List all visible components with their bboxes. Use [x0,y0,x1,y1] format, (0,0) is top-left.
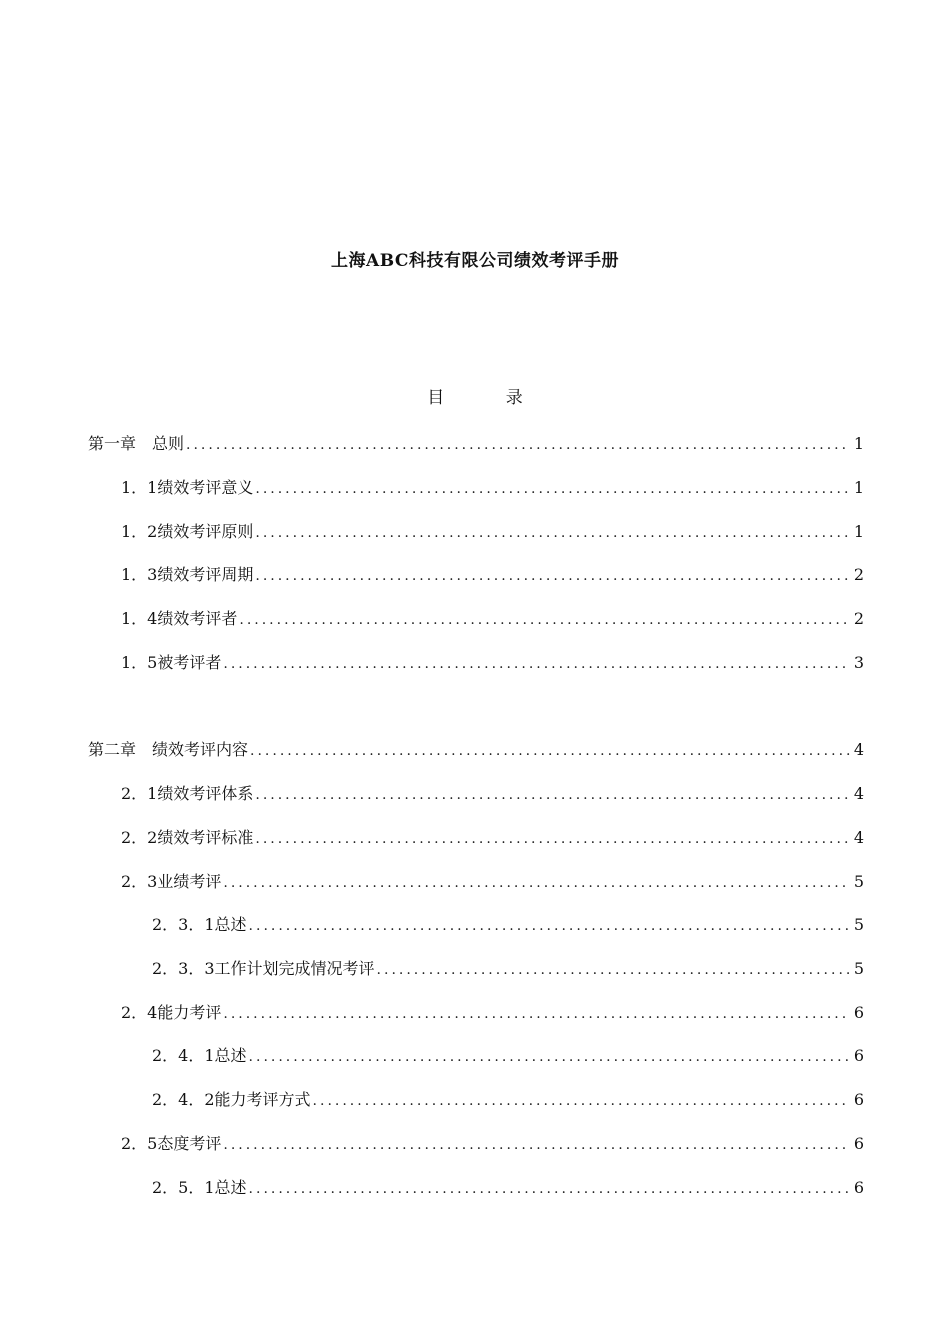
toc-entry-label: 第一章 总则 [88,434,185,453]
toc-entry-page: 4 [853,828,864,847]
toc-dot-leader [255,829,850,849]
toc-entry-page: 6 [853,1134,864,1153]
document-title: 上海ABC科技有限公司绩效考评手册 [331,251,619,271]
toc-entry-label: 2．3业绩考评 [121,872,222,891]
toc-dot-leader [223,654,850,674]
toc-dot-leader [249,1047,850,1067]
toc-entry-page: 1 [853,478,864,497]
toc-entry-2-5[interactable] [121,1131,864,1155]
toc-entry-2-4-1[interactable] [152,1043,864,1067]
toc-entry-label: 2．4．1总述 [152,1046,247,1065]
toc-entry-label: 2．3．3工作计划完成情况考评 [152,959,375,978]
toc-entry-page: 6 [853,1046,864,1065]
toc-entry-page: 5 [853,872,864,891]
toc-entry-label: 1．5被考评者 [121,653,222,672]
toc-entry-page: 5 [853,915,864,934]
toc-entry-chapter-1[interactable] [88,431,864,455]
toc-dot-leader [313,1091,850,1111]
toc-entry-1-2[interactable] [121,519,864,543]
toc-dot-leader [377,960,850,980]
toc-dot-leader [255,479,850,499]
toc-entry-label: 第二章 绩效考评内容 [88,740,249,759]
toc-dot-leader [255,566,850,586]
toc-entry-label: 2．5态度考评 [121,1134,222,1153]
toc-entry-page: 3 [853,653,864,672]
toc-entry-2-3[interactable] [121,869,864,893]
toc-entry-page: 2 [853,609,864,628]
toc-dot-leader [239,610,850,630]
toc-entry-page: 6 [853,1178,864,1197]
toc-entry-label: 2．4．2能力考评方式 [152,1090,311,1109]
toc-dot-leader [223,873,850,893]
toc-entry-2-4-2[interactable] [152,1087,864,1111]
toc-entry-label: 1．1绩效考评意义 [121,478,254,497]
toc-entry-1-3[interactable] [121,562,864,586]
toc-entry-label: 1．4绩效考评者 [121,609,238,628]
toc-entry-1-1[interactable] [121,475,864,499]
toc-entry-label: 1．2绩效考评原则 [121,522,254,541]
toc-entry-2-2[interactable] [121,825,864,849]
toc-dot-leader [250,741,850,761]
toc-entry-label: 2．5．1总述 [152,1178,247,1197]
toc-entry-2-5-1[interactable] [152,1175,864,1199]
toc-entry-label: 2．2绩效考评标准 [121,828,254,847]
toc-entry-page: 6 [853,1003,864,1022]
toc-dot-leader [186,435,850,455]
toc-entry-2-3-1[interactable] [152,912,864,936]
toc-dot-leader [255,523,850,543]
toc-entry-label: 2．1绩效考评体系 [121,784,254,803]
toc-dot-leader [249,916,850,936]
toc-entry-page: 5 [853,959,864,978]
toc-entry-label: 2．3．1总述 [152,915,247,934]
toc-dot-leader [223,1135,850,1155]
toc-entry-1-4[interactable] [121,606,864,630]
toc-entry-2-1[interactable] [121,781,864,805]
toc-entry-page: 1 [853,434,864,453]
toc-entry-page: 6 [853,1090,864,1109]
toc-entry-label: 1．3绩效考评周期 [121,565,254,584]
toc-heading: 目 录 [427,388,551,408]
toc-entry-page: 4 [853,740,864,759]
toc-dot-leader [255,785,850,805]
toc-entry-2-3-3[interactable] [152,956,864,980]
toc-entry-label: 2．4能力考评 [121,1003,222,1022]
toc-dot-leader [223,1004,850,1024]
toc-dot-leader [249,1179,850,1199]
toc-entry-page: 4 [853,784,864,803]
toc-entry-2-4[interactable] [121,1000,864,1024]
toc-entry-chapter-2[interactable] [88,737,864,761]
toc-entry-1-5[interactable] [121,650,864,674]
toc-entry-page: 1 [853,522,864,541]
toc-entry-page: 2 [853,565,864,584]
